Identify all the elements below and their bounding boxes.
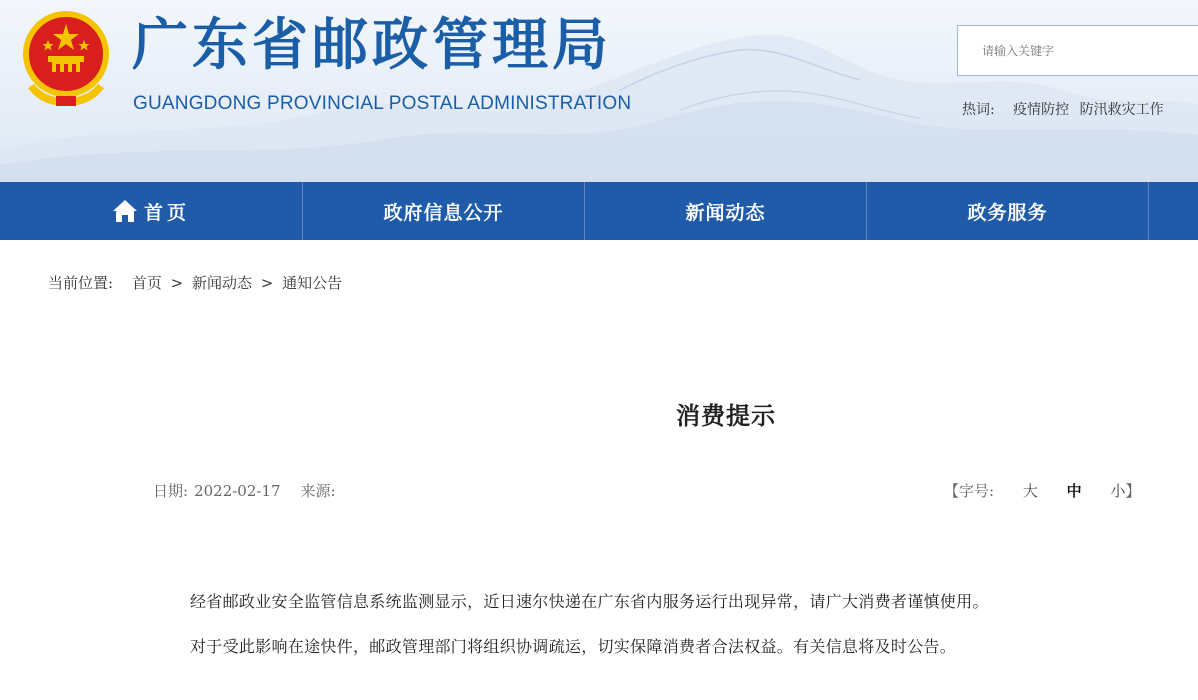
- hotwords-label: 热词:: [962, 102, 995, 118]
- nav-item-services[interactable]: [867, 182, 1149, 240]
- breadcrumb-separator: >: [260, 274, 274, 292]
- home-icon: [112, 199, 138, 223]
- hotwords-bar: [962, 99, 1164, 119]
- site-header: [0, 0, 1198, 182]
- breadcrumb-link-news[interactable]: 新闻动态: [192, 274, 253, 292]
- nav-item-news[interactable]: [585, 182, 867, 240]
- article-paragraph: 经省邮政业安全监管信息系统监测显示，近日速尔快递在广东省内服务运行出现异常，请广大消费者谨慎使用。: [190, 592, 989, 611]
- font-size-label: 【字号:: [944, 482, 995, 500]
- nav-item-more[interactable]: [1149, 182, 1198, 240]
- article-paragraph: 对于受此影响在途快件，邮政管理部门将组织协调疏运，切实保障消费者合法权益。有关信息将及时公告。: [190, 637, 957, 656]
- breadcrumb-separator: >: [170, 274, 184, 292]
- font-size-medium-button[interactable]: 中: [1066, 482, 1082, 500]
- source-label: 来源:: [300, 482, 336, 500]
- nav-item-label: 政务服务: [967, 201, 1048, 224]
- nav-item-label: 新闻动态: [685, 201, 766, 224]
- article-meta: [153, 480, 336, 501]
- font-size-small-button[interactable]: 小: [1110, 482, 1126, 500]
- breadcrumb-prefix: 当前位置:: [48, 274, 114, 292]
- breadcrumb-link-home[interactable]: 首页: [131, 274, 162, 292]
- nav-item-label: 首页: [143, 201, 190, 224]
- breadcrumb-link-notices[interactable]: 通知公告: [282, 274, 343, 292]
- hotword-link[interactable]: 疫情防控: [1013, 102, 1070, 118]
- article-date: 2022-02-17: [194, 482, 281, 500]
- nav-item-gov-info[interactable]: [303, 182, 585, 240]
- hotword-link[interactable]: 防汛救灾工作: [1079, 102, 1164, 118]
- nav-item-label: 政府信息公开: [383, 201, 504, 224]
- main-nav: [0, 182, 1198, 240]
- breadcrumb: [48, 272, 342, 293]
- nav-item-home[interactable]: [0, 182, 303, 240]
- font-size-large-button[interactable]: 大: [1022, 482, 1038, 500]
- font-size-controls: [944, 480, 1140, 501]
- article-title: 消费提示: [676, 402, 776, 430]
- site-subtitle: GUANGDONG PROVINCIAL POSTAL ADMINISTRATION: [133, 93, 632, 114]
- national-emblem-icon: [18, 10, 114, 110]
- date-label: 日期:: [153, 482, 189, 500]
- font-size-bracket-close: 】: [1125, 482, 1141, 500]
- site-title: 广东省邮政管理局: [132, 13, 612, 78]
- search-input[interactable]: [957, 25, 1198, 76]
